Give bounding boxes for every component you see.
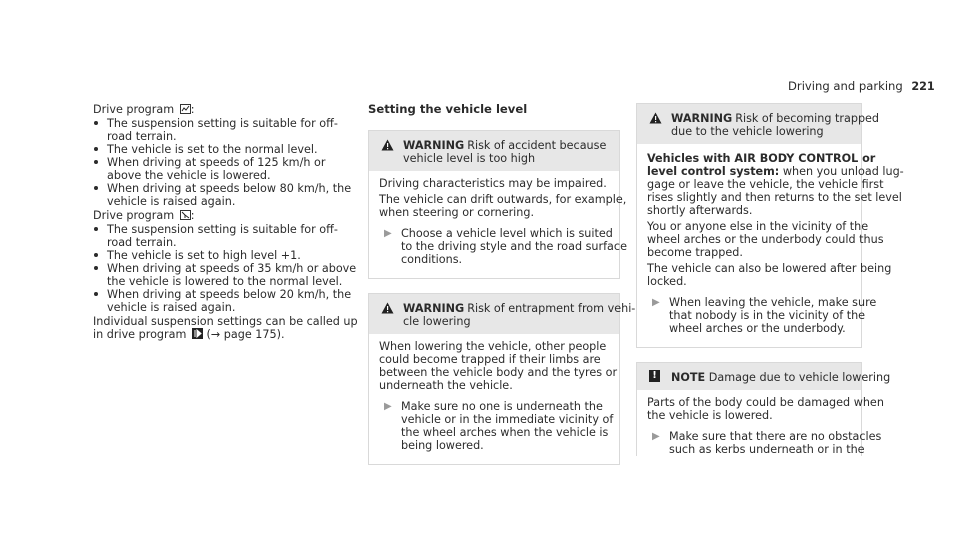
offroad-icon	[180, 104, 191, 114]
instruction-step: ▶ Make sure that there are no obstacles such as kerbs underneath or in the	[652, 430, 882, 456]
warning-triangle-icon	[649, 112, 662, 127]
column-trapped-warning	[636, 103, 904, 456]
list-item: When driving at speeds below 80 km/h, the vehicle is raised again.	[93, 182, 348, 208]
column-drive-programs	[93, 103, 358, 341]
individual-settings-line1: Individual suspension settings can be called up	[93, 315, 358, 328]
section-heading: Setting the vehicle level	[368, 102, 528, 116]
instruction-step: ▶ When leaving the vehicle, make sure that nobody is in the vicinity of the wheel arches or the underbody.	[652, 296, 877, 335]
note-label: NOTE	[671, 371, 706, 384]
list-item: When driving at speeds below 20 km/h, the vehicle is raised again.	[93, 288, 348, 314]
warning-body: When lowering the vehicle, other people could become trapped if their limbs are between the vehicle body and the tyres or underneath the vehicle. ▶ Make sure no one is underneath the vehicle or in the immediate vicinity of the wheel arches when the vehicle is being lowered.	[379, 340, 618, 452]
step-arrow-icon: ▶	[652, 297, 660, 308]
page-reference-link[interactable]: (→ page 175).	[206, 328, 285, 341]
warning-box-accident	[368, 130, 627, 279]
note-box-damage	[636, 362, 891, 456]
warning-box-entrapment	[368, 293, 636, 465]
drive-program-2-heading: Drive program :	[93, 209, 195, 222]
warning-label: WARNING	[403, 302, 465, 315]
list-item: The suspension setting is suitable for off- road terrain.	[93, 223, 348, 249]
column-vehicle-level	[368, 102, 636, 465]
step-arrow-icon: ▶	[384, 228, 392, 239]
list-item: The vehicle is set to high level +1.	[93, 249, 348, 262]
note-header: ! NOTE Damage due to vehicle lowering	[637, 363, 861, 390]
offroad-plus-icon	[180, 210, 191, 220]
individual-settings-line2: in drive program (→ page 175).	[93, 328, 285, 341]
step-arrow-icon: ▶	[384, 401, 392, 412]
page-number: 221	[911, 80, 935, 93]
step-arrow-icon: ▶	[652, 431, 660, 442]
warning-label: WARNING	[403, 139, 465, 152]
warning-label: WARNING	[671, 112, 733, 125]
instruction-step: ▶ Make sure no one is underneath the vehicle or in the immediate vicinity of the wheel arches when the vehicle is being lowered.	[384, 400, 614, 452]
individual-program-icon	[192, 328, 203, 339]
warning-header: WARNING Risk of becoming trapped due to the vehicle lowering	[637, 104, 861, 144]
drive-program-2-list	[93, 223, 357, 314]
warning-body: Vehicles with AIR BODY CONTROL or level control system: when you unload lug- gage or leave the vehicle, the vehicle first rises slightly and then returns to the set level shortly afterwards. You or anyone else in the vicinity of the wheel arches or the underbody could thus become trapped. The vehicle can also be lowered after being locked. ▶ When leaving the vehicle, make sure that nobody is in the vicinity of the wheel arches or the underbody.	[647, 152, 904, 335]
note-exclamation-icon: !	[649, 370, 660, 382]
note-body: Parts of the body could be damaged when the vehicle is lowered. ▶ Make sure that there are no obstacles such as kerbs underneath or in the	[647, 396, 884, 456]
instruction-step: ▶ Choose a vehicle level which is suited to the driving style and the road surface conditions.	[384, 227, 627, 266]
page-header	[788, 80, 935, 93]
list-item: When driving at speeds of 35 km/h or above the vehicle is lowered to the normal level.	[93, 262, 348, 288]
list-item: The vehicle is set to the normal level.	[93, 143, 348, 156]
section-title: Driving and parking	[788, 79, 903, 93]
warning-box-trapped	[636, 103, 904, 348]
drive-program-1-list	[93, 117, 352, 208]
drive-program-1-heading: Drive program :	[93, 103, 195, 116]
warning-header: WARNING Risk of entrapment from vehi- cle lowering	[369, 294, 619, 334]
warning-triangle-icon	[381, 302, 394, 317]
list-item: The suspension setting is suitable for off- road terrain.	[93, 117, 348, 143]
warning-body: Driving characteristics may be impaired. The vehicle can drift outwards, for example, when steering or cornering. ▶ Choose a vehicle level which is suited to the driving style and the road surface conditions.	[379, 177, 627, 266]
warning-header: WARNING Risk of accident because vehicle level is too high	[369, 131, 619, 171]
warning-triangle-icon	[381, 139, 394, 154]
list-item: When driving at speeds of 125 km/h or above the vehicle is lowered.	[93, 156, 348, 182]
